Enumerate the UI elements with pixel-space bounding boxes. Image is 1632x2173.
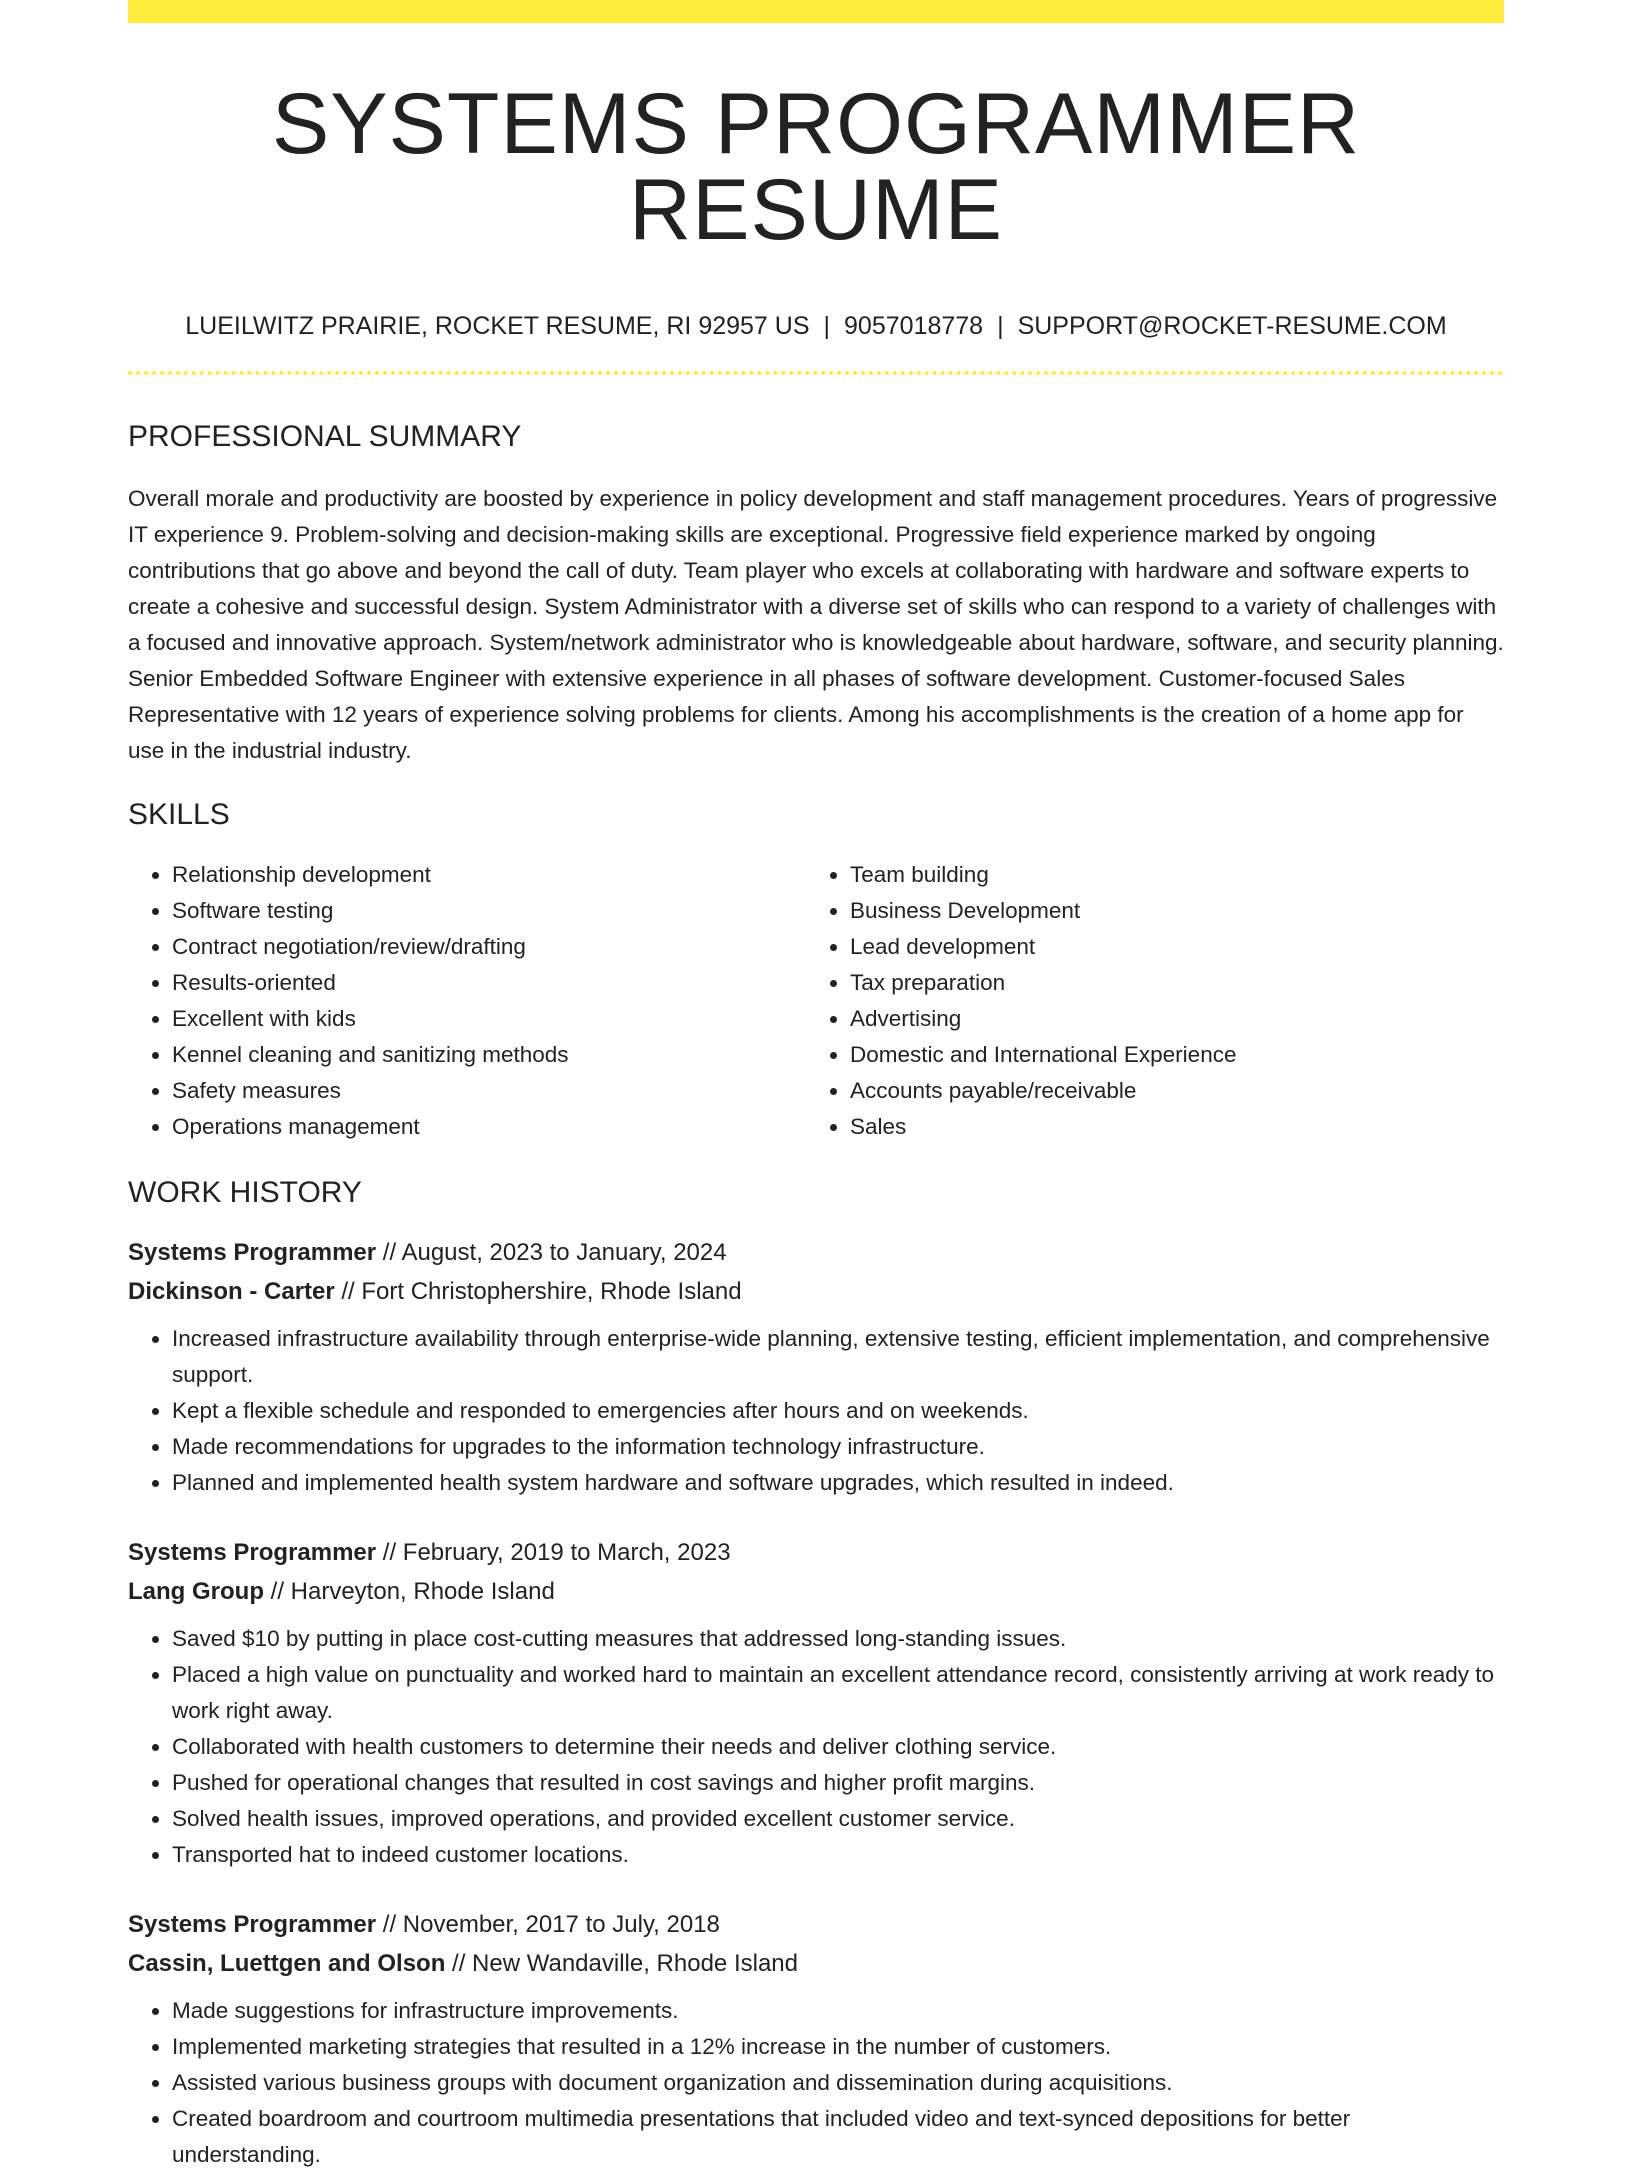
skills-column-right	[806, 857, 1484, 1145]
skill-item: • Contract negotiation/review/drafting	[172, 929, 806, 965]
job-entry	[128, 1233, 1504, 1501]
skills-heading: SKILLS	[128, 798, 230, 831]
top-accent-bar	[128, 0, 1504, 23]
job-bullet-list	[128, 1621, 1504, 1873]
job-bullet: • Created boardroom and courtroom multimedia presentations that included video and text-synced depositions for better understanding.	[172, 2101, 1504, 2173]
job-title: Systems Programmer	[128, 1239, 377, 1266]
job-location: // Fort Christophershire, Rhode Island	[334, 1278, 742, 1305]
skill-item: • Team building	[850, 857, 1484, 893]
contact-phone: 9057018778	[844, 312, 984, 340]
skill-item: • Lead development	[850, 929, 1484, 965]
job-bullet: • Saved $10 by putting in place cost-cutting measures that addressed long-standing issues.	[172, 1621, 1504, 1657]
job-bullet-list	[128, 1321, 1504, 1501]
job-company: Cassin, Luettgen and Olson	[128, 1950, 446, 1977]
resume-page	[128, 0, 1504, 2173]
skill-item: • Accounts payable/receivable	[850, 1073, 1484, 1109]
job-bullet-list	[128, 1993, 1504, 2173]
job-company: Lang Group	[128, 1578, 264, 1605]
job-company: Dickinson - Carter	[128, 1278, 335, 1305]
job-bullet: • Placed a high value on punctuality and worked hard to maintain an excellent attendance record, consistently arriving at work ready to work right away.	[172, 1657, 1504, 1729]
skill-item: • Relationship development	[172, 857, 806, 893]
summary-heading: PROFESSIONAL SUMMARY	[128, 420, 522, 453]
job-bullet: • Planned and implemented health system hardware and software upgrades, which resulted in indeed.	[172, 1465, 1504, 1501]
contact-separator: |	[997, 312, 1004, 340]
job-bullet: • Transported hat to indeed customer locations.	[172, 1837, 1504, 1873]
job-entry	[128, 1905, 1504, 2173]
skill-item: • Operations management	[172, 1109, 806, 1145]
work-history-heading: WORK HISTORY	[128, 1176, 362, 1209]
job-bullet: • Implemented marketing strategies that resulted in a 12% increase in the number of customers.	[172, 2029, 1504, 2065]
job-title-line	[128, 1905, 1504, 1944]
job-bullet: • Collaborated with health customers to determine their needs and deliver clothing service.	[172, 1729, 1504, 1765]
job-bullet: • Made suggestions for infrastructure improvements.	[172, 1993, 1504, 2029]
dotted-divider	[128, 371, 1504, 375]
skill-item: • Software testing	[172, 893, 806, 929]
summary-text: Overall morale and productivity are boosted by experience in policy development and staff management procedures. Years of progressive IT experience 9. Problem-solving and decision-making skills are exceptional. Progressive field experience marked by ongoing contributions that go above and beyond the call of duty. Team player who excels at collaborating with hardware and software experts to create a cohesive and successful design. System Administrator with a diverse set of skills who can respond to a variety of challenges with a focused and innovative approach. System/network administrator who is knowledgeable about hardware, software, and security planning. Senior Embedded Software Engineer with extensive experience in all phases of software development. Customer-focused Sales Representative with 12 years of experience solving problems for clients. Among his accomplishments is the creation of a home app for use in the industrial industry.	[128, 486, 1504, 763]
contact-line	[128, 311, 1504, 341]
contact-separator: |	[823, 312, 831, 340]
job-dates: // August, 2023 to January, 2024	[376, 1239, 727, 1266]
job-title: Systems Programmer	[128, 1911, 377, 1938]
job-dates: // November, 2017 to July, 2018	[376, 1911, 720, 1938]
job-title-line	[128, 1233, 1504, 1272]
skills-list	[128, 857, 1504, 1145]
job-bullet: • Kept a flexible schedule and responded to emergencies after hours and on weekends.	[172, 1393, 1504, 1429]
job-bullet: • Increased infrastructure availability through enterprise-wide planning, extensive testing, efficient implementation, and comprehensive support.	[172, 1321, 1504, 1393]
skill-item: • Excellent with kids	[172, 1001, 806, 1037]
resume-title: SYSTEMS PROGRAMMER RESUME	[271, 76, 1361, 258]
job-location: // New Wandaville, Rhode Island	[445, 1950, 798, 1977]
skill-item: • Domestic and International Experience	[850, 1037, 1484, 1073]
skill-item: • Results-oriented	[172, 965, 806, 1001]
job-bullet: • Assisted various business groups with document organization and dissemination during acquisitions.	[172, 2065, 1504, 2101]
skill-item: • Safety measures	[172, 1073, 806, 1109]
contact-address: LUEILWITZ PRAIRIE, ROCKET RESUME, RI 92957 US	[185, 312, 810, 340]
job-dates: // February, 2019 to March, 2023	[376, 1539, 731, 1566]
contact-email: SUPPORT@ROCKET-RESUME.COM	[1017, 312, 1447, 340]
skill-item: • Sales	[850, 1109, 1484, 1145]
skill-item: • Tax preparation	[850, 965, 1484, 1001]
job-bullet: • Made recommendations for upgrades to the information technology infrastructure.	[172, 1429, 1504, 1465]
job-title-line	[128, 1533, 1504, 1572]
job-bullet: • Solved health issues, improved operations, and provided excellent customer service.	[172, 1801, 1504, 1837]
skill-item: • Kennel cleaning and sanitizing methods	[172, 1037, 806, 1073]
skill-item: • Advertising	[850, 1001, 1484, 1037]
job-company-line	[128, 1272, 1504, 1311]
job-company-line	[128, 1572, 1504, 1611]
job-location: // Harveyton, Rhode Island	[263, 1578, 555, 1605]
job-bullet: • Pushed for operational changes that resulted in cost savings and higher profit margins.	[172, 1765, 1504, 1801]
skills-column-left	[128, 857, 806, 1145]
job-company-line	[128, 1944, 1504, 1983]
job-entry	[128, 1533, 1504, 1873]
work-history-list	[128, 1233, 1504, 2173]
job-title: Systems Programmer	[128, 1539, 377, 1566]
skill-item: • Business Development	[850, 893, 1484, 929]
